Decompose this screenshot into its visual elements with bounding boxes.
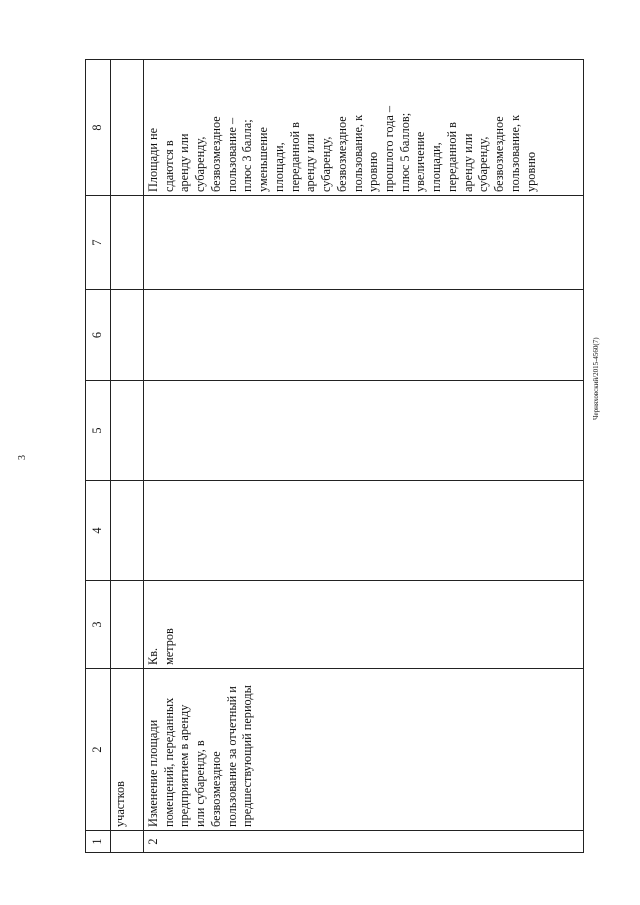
row-description (144, 669, 584, 831)
text-line: безвозмездное (208, 116, 223, 192)
header-row (86, 60, 111, 853)
text-line: Изменение площади (146, 719, 160, 827)
text-line: Площади не (146, 127, 160, 192)
text-line: или субаренду, в (193, 740, 208, 827)
document-footer (592, 120, 602, 420)
text-line: пользование, к (507, 114, 522, 192)
text-line: увеличение (413, 131, 428, 192)
footer-text: Черняховский/2015-4560(7) (592, 337, 600, 420)
table-cell (111, 196, 144, 290)
row-number: 2 (144, 831, 584, 853)
text-line: безвозмездное (208, 751, 223, 827)
header-cell: 4 (86, 481, 111, 581)
text-line: аренду или (460, 133, 475, 192)
text-line: плюс 5 баллов; (397, 112, 412, 192)
criteria-table (85, 60, 584, 853)
text-line: плюс 3 балла; (240, 119, 255, 192)
header-cell: 8 (86, 60, 111, 196)
text-line: безвозмездное (492, 116, 507, 192)
continuation-row (111, 60, 144, 853)
table-cell (144, 381, 584, 481)
row-criteria (144, 60, 584, 196)
text-line: пользование, к (350, 114, 365, 192)
text-line: площади, (429, 142, 444, 192)
text-line: субаренду, (476, 136, 491, 192)
text-line: площади, (271, 142, 286, 192)
text-line: пользование – (224, 117, 239, 192)
text-line: предприятием в аренду (177, 704, 192, 827)
table-cell (144, 481, 584, 581)
page-number: 3 (17, 455, 28, 460)
text-line: аренду или (303, 133, 318, 192)
row-unit (144, 581, 584, 669)
header-cell: 6 (86, 290, 111, 381)
text-line: переданной в (287, 122, 302, 192)
table-cell (111, 831, 144, 853)
table-cell (111, 481, 144, 581)
text-line: сдаются в (161, 140, 176, 192)
table-cell (144, 290, 584, 381)
table-cell (111, 290, 144, 381)
header-cell: 7 (86, 196, 111, 290)
text-line: аренду или (177, 133, 192, 192)
text-line: субаренду, (193, 136, 208, 192)
header-cell: 1 (86, 831, 111, 853)
table-cell (111, 581, 144, 669)
table-cell (144, 196, 584, 290)
continuation-text: участков (111, 669, 144, 831)
text-line: безвозмездное (334, 116, 349, 192)
text-line: пользование за отчетный и (224, 686, 239, 827)
text-line: Кв. (146, 647, 160, 665)
text-line: переданной в (444, 122, 459, 192)
text-line: помещений, переданных (161, 697, 176, 827)
table-cell (111, 381, 144, 481)
text-line: уровню (366, 151, 381, 192)
header-cell: 2 (86, 669, 111, 831)
text-line: прошлого года – (382, 105, 397, 192)
table-row (144, 60, 584, 853)
text-line: субаренду, (319, 136, 334, 192)
header-cell: 3 (86, 581, 111, 669)
text-line: предшествующий периоды (240, 685, 255, 827)
text-line: метров (161, 628, 176, 665)
table-cell (111, 60, 144, 196)
text-line: уменьшение (256, 127, 271, 192)
header-cell: 5 (86, 381, 111, 481)
text-line: уровню (523, 151, 538, 192)
